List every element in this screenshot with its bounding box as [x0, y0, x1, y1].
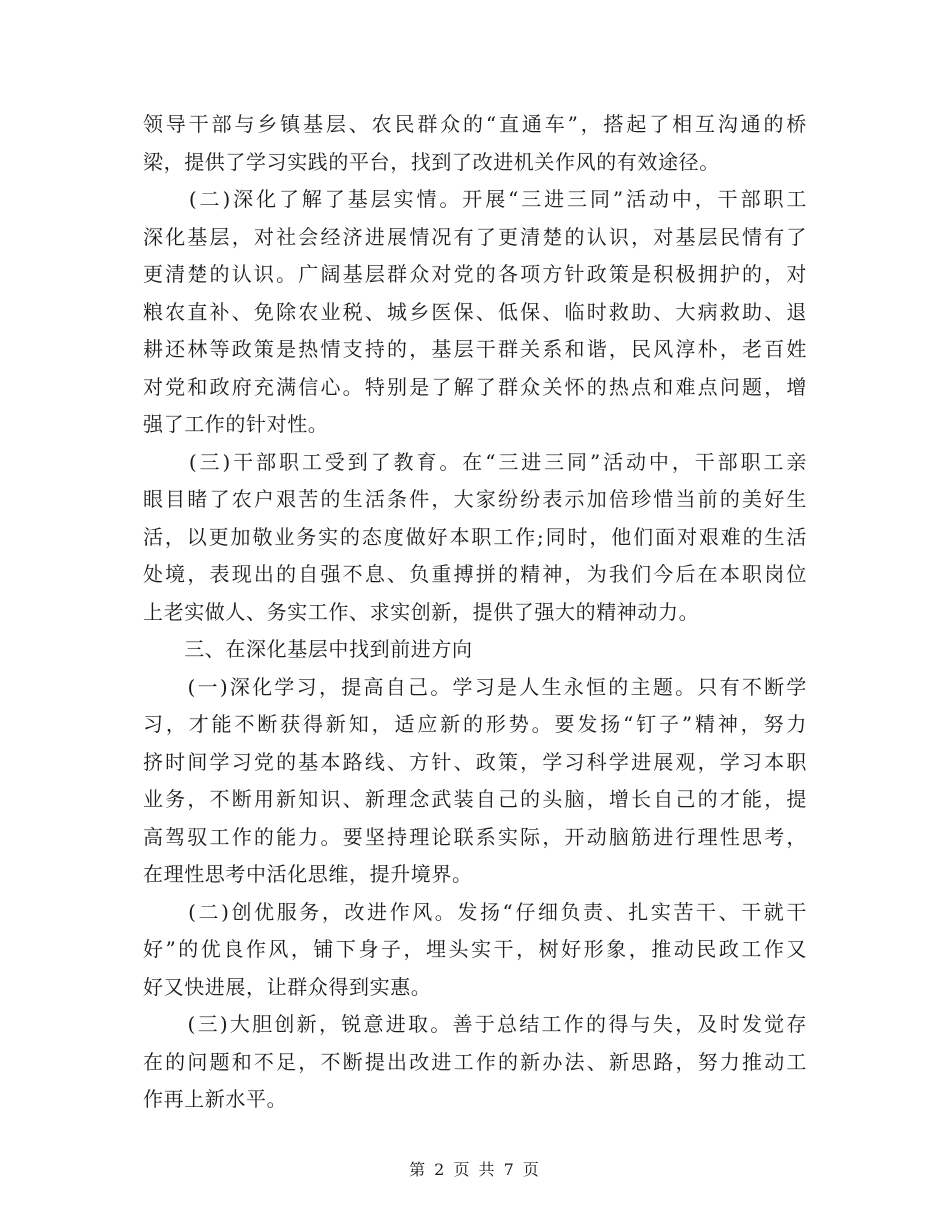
text-line: (三)干部职工受到了教育。在“三进三同”活动中，干部职工亲 [143, 449, 807, 474]
text-line: 在的问题和不足，不断提出改进工作的新办法、新思路，努力推动工 [143, 1049, 807, 1074]
text-line: (二)创优服务，改进作风。发扬“仔细负责、扎实苦干、干就干 [143, 899, 807, 924]
text-line: 深化基层，对社会经济进展情况有了更清楚的认识，对基层民情有了 [143, 224, 807, 249]
text-line: 耕还林等政策是热情支持的，基层干群关系和谐，民风淳朴，老百姓 [143, 337, 807, 361]
text-line: 眼目睹了农户艰苦的生活条件，大家纷纷表示加倍珍惜当前的美好生 [143, 487, 807, 511]
text-line: 粮农直补、免除农业税、城乡医保、低保、临时救助、大病救助、退 [143, 299, 807, 324]
text-line: 在理性思考中活化思维，提升境界。 [143, 862, 473, 886]
text-line: 高驾驭工作的能力。要坚持理论联系实际，开动脑筋进行理性思考， [143, 824, 807, 849]
text-line: (一)深化学习，提高自己。学习是人生永恒的主题。只有不断学 [143, 674, 807, 699]
section-heading: 三、在深化基层中找到前进方向 [143, 637, 473, 661]
text-line: 领导干部与乡镇基层、农民群众的“直通车”，搭起了相互沟通的桥 [143, 112, 807, 136]
text-line: 对党和政府充满信心。特别是了解了群众关怀的热点和难点问题，增 [143, 374, 807, 399]
text-line: 业务，不断用新知识、新理念武装自己的头脑，增长自己的才能，提 [143, 787, 807, 811]
text-line: 挤时间学习党的基本路线、方针、政策，学习科学进展观，学习本职 [143, 749, 807, 774]
text-line: (三)大胆创新，锐意进取。善于总结工作的得与失，及时发觉存 [143, 1012, 807, 1036]
text-line: 作再上新水平。 [143, 1087, 288, 1111]
text-line: 好又快进展，让群众得到实惠。 [143, 974, 432, 999]
text-line: 好”的优良作风，铺下身子，埋头实干，树好形象，推动民政工作又 [143, 937, 807, 961]
text-line: 强了工作的针对性。 [143, 412, 329, 436]
text-line: 处境，表现出的自强不息、负重搏拼的精神，为我们今后在本职岗位 [143, 562, 807, 586]
text-line: 上老实做人、务实工作、求实创新，提供了强大的精神动力。 [143, 599, 700, 624]
text-line: 梁，提供了学习实践的平台，找到了改进机关作风的有效途径。 [143, 149, 720, 174]
text-line: 更清楚的认识。广阔基层群众对党的各项方针政策是积极拥护的，对 [143, 262, 807, 286]
page-number-footer: 第 2 页 共 7 页 [409, 1160, 541, 1179]
body-text [143, 106, 807, 1119]
text-line: 习，才能不断获得新知，适应新的形势。要发扬“钉子”精神，努力 [143, 712, 807, 736]
text-line: 活，以更加敬业务实的态度做好本职工作;同时，他们面对艰难的生活 [143, 524, 807, 549]
text-line: (二)深化了解了基层实情。开展“三进三同”活动中，干部职工 [143, 187, 807, 211]
